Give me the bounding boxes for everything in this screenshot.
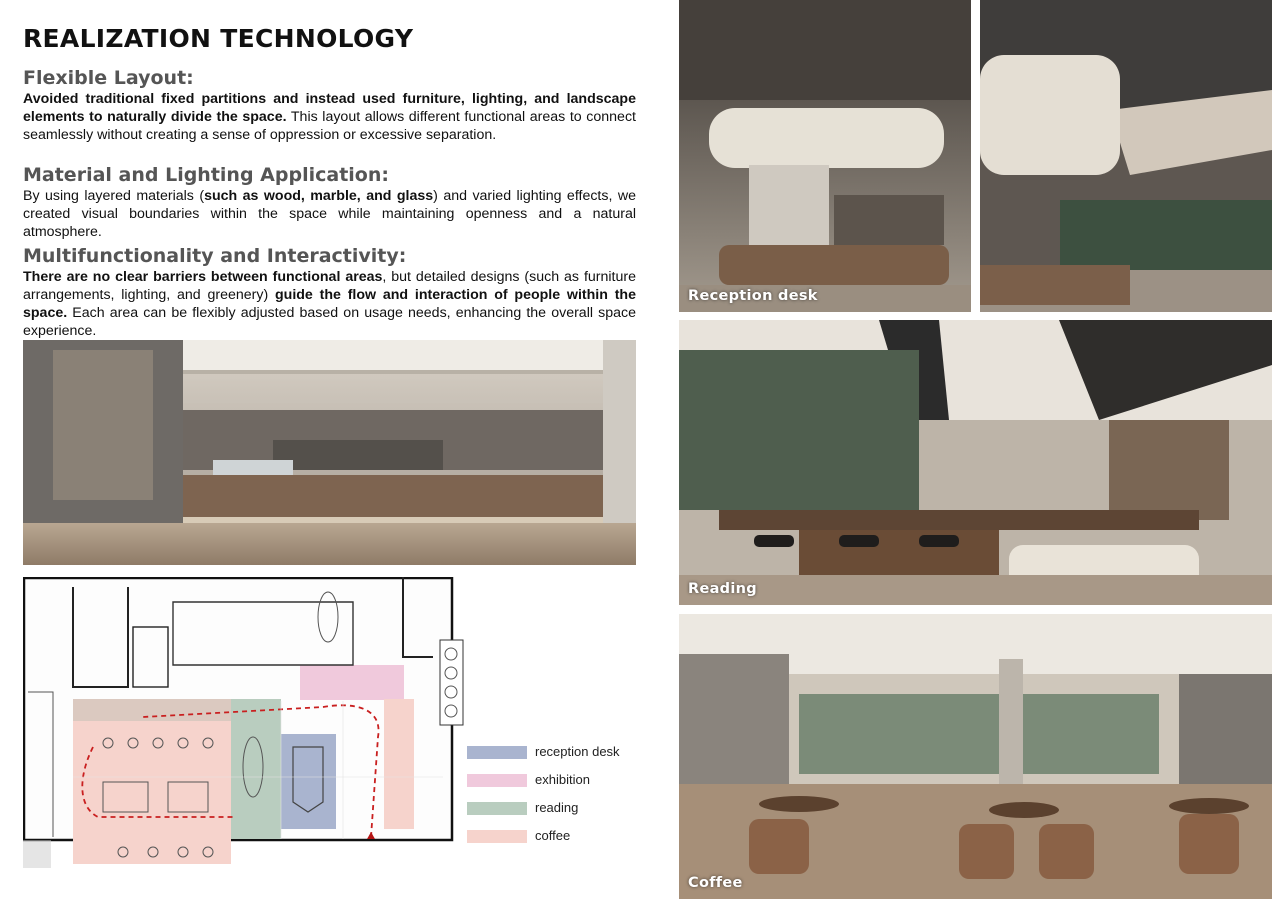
reception-desk-photo	[679, 0, 971, 312]
section-heading-flexible-layout: Flexible Layout:	[23, 67, 194, 89]
section-text: This layout allows different functional areas to connect seamlessly without creating a sense of oppression or excessive separation.	[23, 109, 636, 143]
section-text: , but detailed designs (such as furniture arrangements, lighting, and greenery)	[23, 269, 636, 303]
photo-caption-reception: Reception desk	[688, 288, 818, 304]
counter-elevation-photo	[23, 340, 636, 565]
floor-plan	[23, 577, 465, 870]
photo-caption-reading: Reading	[688, 581, 757, 597]
page-title: REALIZATION TECHNOLOGY	[23, 24, 414, 53]
section-body-flexible-layout	[23, 90, 636, 144]
legend-label: coffee	[535, 828, 571, 843]
legend-swatch	[467, 830, 527, 843]
section-bold-text: Avoided traditional fixed partitions and instead used furniture, lighting, and landscape elements to naturally divide the space.	[23, 91, 636, 125]
legend-label: reading	[535, 800, 579, 815]
section-text: Each area can be flexibly adjusted based on usage needs, enhancing the overall space experience.	[23, 305, 636, 339]
section-heading-multifunctionality: Multifunctionality and Interactivity:	[23, 245, 407, 267]
legend-swatch	[467, 746, 527, 759]
section-bold-text: guide the flow and interaction of people within the space.	[23, 287, 636, 321]
legend-label: reception desk	[535, 744, 620, 759]
legend-swatch	[467, 802, 527, 815]
reception-desk-side-photo	[980, 0, 1272, 312]
section-heading-material-lighting: Material and Lighting Application:	[23, 164, 389, 186]
section-text: By using layered materials (	[23, 188, 205, 204]
section-text: ) and varied lighting effects, we created visual boundaries within the space while maintaining openness and a natural atmosphere.	[23, 188, 636, 240]
section-body-material-lighting	[23, 187, 636, 241]
legend-label: exhibition	[535, 772, 590, 787]
legend-swatch	[467, 774, 527, 787]
section-bold-text: There are no clear barriers between functional areas	[23, 269, 383, 285]
reading-photo	[679, 320, 1272, 605]
section-bold-text: such as wood, marble, and glass	[204, 188, 434, 204]
photo-caption-coffee: Coffee	[688, 875, 743, 891]
section-body-multifunctionality	[23, 268, 636, 340]
coffee-photo	[679, 614, 1272, 899]
